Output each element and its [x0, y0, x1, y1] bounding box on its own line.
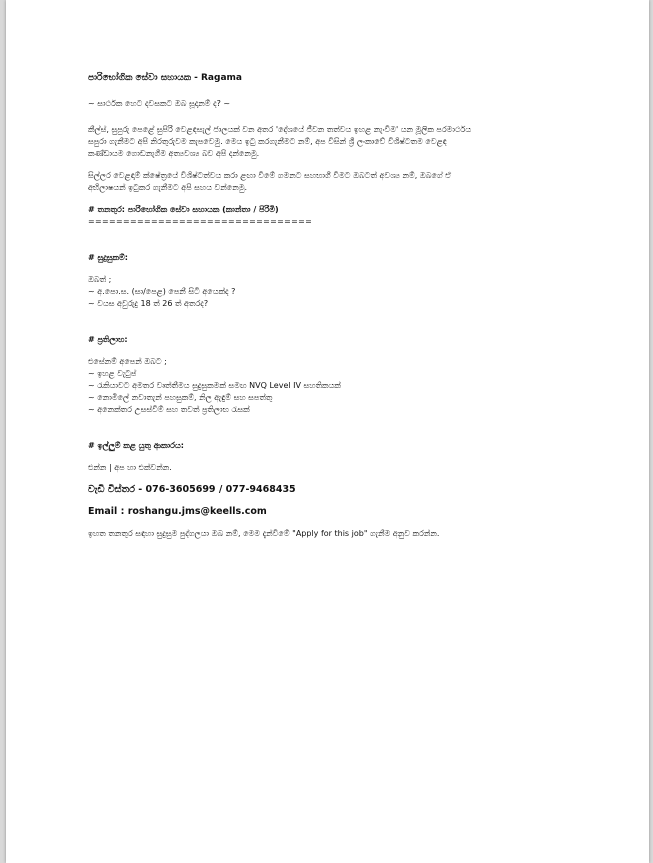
email-line: Email : roshangu.jms@keells.com [88, 506, 267, 517]
intro-line-3: කණ්ඩායම ගොඩනැගීම අත්‍යවශ්‍ය බව අපි දන්නෙමු. [88, 149, 260, 158]
benefit-3: ~ නොමිලේ නවාතැන් පහසුකම්, නිල ඇඳුම් සහ සපත්තු [88, 393, 273, 402]
benefit-1: ~ ඉහළ වැටුප් [88, 369, 137, 378]
benefits-heading: # ප්‍රතිලාභ: [88, 335, 128, 344]
apply-heading: # ඉල්ලුම් කළ යුතු ආකාරය: [88, 441, 184, 450]
intro-line-2: සපුරා ගැනීමට අපි නිරතුරුවම කැපවෙමු. මෙය ඉටු කරගැනීමට නම්, අප විසින් ශ්‍රී ලංකාවේ විශිෂ්ටතම වෙළඳ [88, 137, 447, 146]
document-page [6, 0, 649, 863]
divider-line: ================================ [88, 217, 313, 226]
requirement-1: ~ අ.පො.ස. (සා/පෙළ) පෙනී සිටි අයෙක්ද ? [88, 287, 236, 296]
position-heading: # තනතුර: පාරිභෝගික සේවා සහායක (කාන්තා / පිරිමි) [88, 205, 279, 214]
benefits-lead: එසේනම් අපෙන් ඔබට ; [88, 357, 167, 366]
closing-line: ඉහත තනතුර සඳහා සුදුසුම පුද්ගලයා ඔබ නම්, මෙම දැන්වීමේ "Apply for this job" ගැනීම අනුව කරන්න. [88, 529, 440, 538]
requirements-lead: ඔබත් ; [88, 275, 112, 284]
document-body [88, 72, 608, 540]
phone-line: වැඩි විස්තර - 076-3605699 / 077-9468435 [88, 484, 296, 495]
requirement-2: ~ වයස අවුරුදු 18 ත් 26 ත් අතරද? [88, 299, 209, 308]
requirements-heading: # සුදුසුකම්: [88, 253, 128, 262]
apply-line: එන්න | අප හා එක්වන්න. [88, 463, 172, 472]
intro2-line-2: අභිලාෂයන් ඉටුකර ගැනීමට අපි සහය වන්නෙමු. [88, 183, 248, 192]
tagline: ~ සාර්ථක හෙට දවසකට ඔබ සූදානම් ද? ~ [88, 99, 231, 108]
benefit-2: ~ රැකියාවට අමතර වෘත්තීමය සුදුසුකමක් සමඟ NVQ Level IV සහතිකයක් [88, 381, 341, 390]
job-title: පාරිභෝගික සේවා සහායක - Ragama [88, 73, 242, 83]
benefit-4: ~ අනෙක්තර උසස්වීම් සහ තවත් ප්‍රතිලාභ රැසක් [88, 405, 250, 414]
intro2-line-1: සිල්ලර වෙළඳාම් ක්ෂේත්‍රයේ විශිෂ්ටත්වය කරා ළඟා වීමේ ගමනට සහභාගී වීමට ඔබටත් අවශ්‍ය නම්, ඔබගේ ඒ [88, 171, 452, 180]
intro-line-1: කීල්ස්, සුපුරු පෙළේ සුපිරි වෙළඳසැල් ජාලයක් වන අතර 'දේශයේ ජීවන තත්වය ඉහළ නැංවීම' යන මූලික පරමාර්ථය [88, 125, 472, 134]
